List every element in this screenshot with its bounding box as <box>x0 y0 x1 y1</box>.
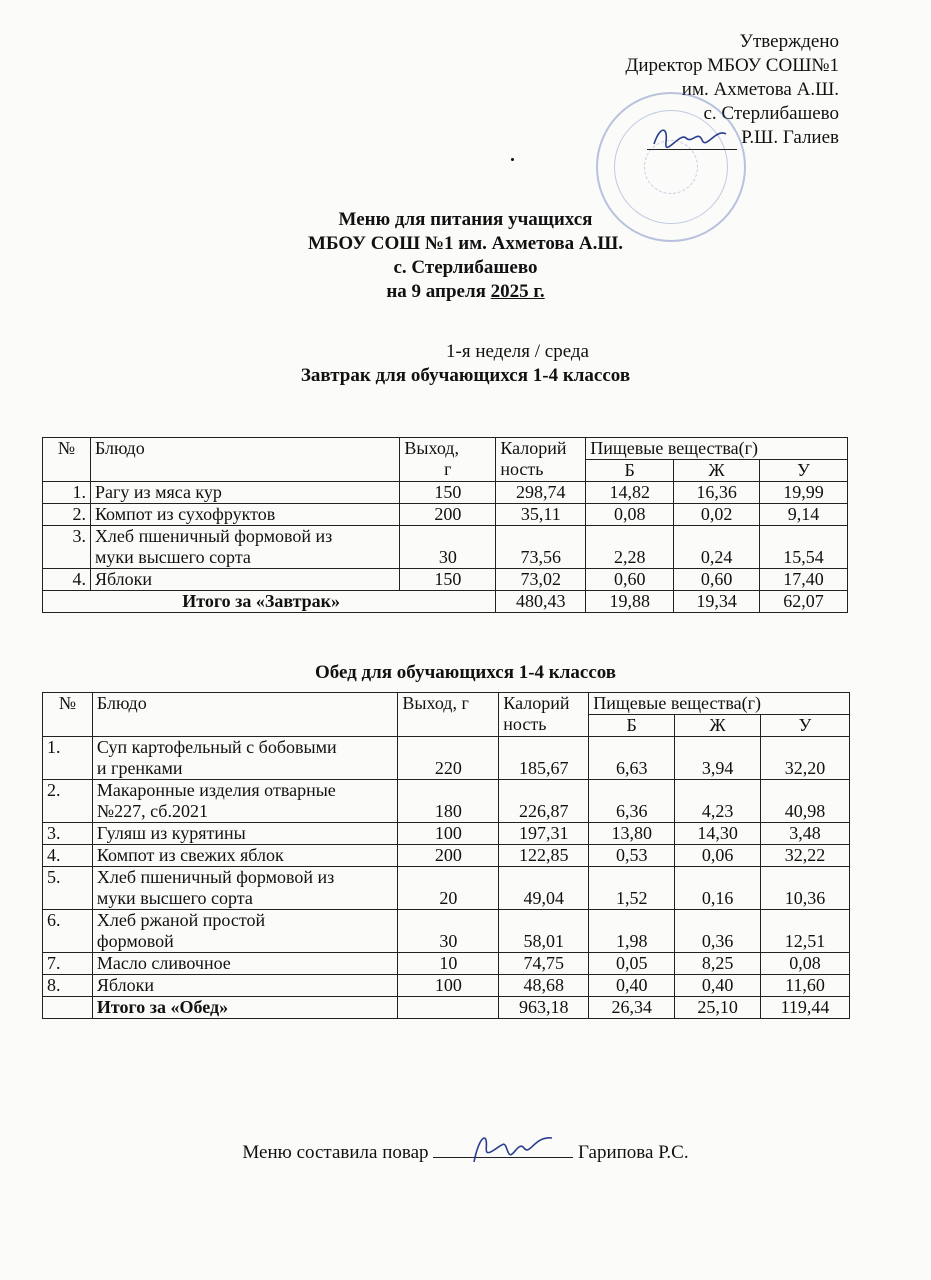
total-zh: 25,10 <box>675 997 761 1019</box>
row-u: 17,40 <box>760 569 848 591</box>
row-yield: 100 <box>398 975 499 997</box>
col-cal <box>499 693 589 737</box>
table-row <box>43 823 850 845</box>
approval-line-3: им. Ахметова А.Ш. <box>681 79 839 100</box>
row-num: 7. <box>43 953 93 975</box>
table-row <box>43 482 848 504</box>
col-dish: Блюдо <box>92 693 397 737</box>
col-yield: Выход, г <box>398 693 499 737</box>
breakfast-heading: Завтрак для обучающихся 1-4 классов <box>300 365 631 386</box>
lunch-table <box>42 692 850 1019</box>
row-cal: 298,74 <box>496 482 586 504</box>
row-num: 2. <box>43 504 91 526</box>
row-b: 0,05 <box>589 953 675 975</box>
row-dish-b: муки высшего сорта <box>96 888 253 908</box>
row-u: 11,60 <box>761 975 850 997</box>
row-dish: Компот из сухофруктов <box>90 504 399 526</box>
row-yield: 200 <box>400 504 496 526</box>
row-cal: 49,04 <box>499 867 589 910</box>
col-num: № <box>43 438 91 482</box>
col-cal-b: ность <box>500 459 544 479</box>
col-dish: Блюдо <box>90 438 399 482</box>
col-yield <box>400 438 496 482</box>
row-num: 3. <box>43 526 91 569</box>
row-b: 0,60 <box>586 569 674 591</box>
table-row <box>43 780 850 823</box>
row-u: 19,99 <box>760 482 848 504</box>
signer-name: Р.Ш. Галиев <box>741 127 839 148</box>
row-num: 6. <box>43 910 93 953</box>
total-b: 19,88 <box>586 591 674 613</box>
lunch-heading: Обед для обучающихся 1-4 классов <box>314 662 617 683</box>
table-row <box>43 569 848 591</box>
row-zh: 0,24 <box>674 526 760 569</box>
total-empty <box>43 997 93 1019</box>
row-b: 0,08 <box>586 504 674 526</box>
row-zh: 0,60 <box>674 569 760 591</box>
row-b: 6,36 <box>589 780 675 823</box>
director-signature <box>650 122 730 152</box>
total-row <box>43 591 848 613</box>
row-num: 8. <box>43 975 93 997</box>
row-dish <box>92 737 397 780</box>
row-u: 40,98 <box>761 780 850 823</box>
row-zh: 0,02 <box>674 504 760 526</box>
table-row <box>43 910 850 953</box>
table-row <box>43 845 850 867</box>
table-row <box>43 526 848 569</box>
row-u: 15,54 <box>760 526 848 569</box>
row-u: 12,51 <box>761 910 850 953</box>
col-b: Б <box>586 460 674 482</box>
total-row <box>43 997 850 1019</box>
col-cal-a: Калорий <box>500 438 567 458</box>
row-dish: Рагу из мяса кур <box>90 482 399 504</box>
total-label: Итого за «Завтрак» <box>43 591 496 613</box>
row-dish: Масло сливочное <box>92 953 397 975</box>
row-dish <box>92 910 397 953</box>
row-cal: 185,67 <box>499 737 589 780</box>
row-dish <box>90 526 399 569</box>
row-num: 4. <box>43 569 91 591</box>
ink-dot <box>511 158 514 161</box>
row-zh: 4,23 <box>675 780 761 823</box>
row-u: 3,48 <box>761 823 850 845</box>
row-yield: 220 <box>398 737 499 780</box>
total-zh: 19,34 <box>674 591 760 613</box>
row-cal: 58,01 <box>499 910 589 953</box>
row-cal: 122,85 <box>499 845 589 867</box>
row-yield: 30 <box>398 910 499 953</box>
row-b: 0,40 <box>589 975 675 997</box>
row-dish: Яблоки <box>92 975 397 997</box>
row-u: 32,22 <box>761 845 850 867</box>
row-cal: 35,11 <box>496 504 586 526</box>
row-yield: 20 <box>398 867 499 910</box>
col-b: Б <box>589 715 675 737</box>
total-empty <box>398 997 499 1019</box>
col-zh: Ж <box>675 715 761 737</box>
table-row <box>43 975 850 997</box>
approval-line-1: Утверждено <box>739 31 839 52</box>
row-zh: 14,30 <box>675 823 761 845</box>
col-nutrients: Пищевые вещества(г) <box>589 693 850 715</box>
row-b: 1,52 <box>589 867 675 910</box>
row-dish-a: Хлеб пшеничный формовой из <box>94 526 333 546</box>
col-cal-b: ность <box>503 714 547 734</box>
row-dish-a: Хлеб пшеничный формовой из <box>96 867 335 887</box>
col-u: У <box>761 715 850 737</box>
title-line-2: МБОУ СОШ №1 им. Ахметова А.Ш. <box>308 233 623 254</box>
row-num: 1. <box>43 737 93 780</box>
total-b: 26,34 <box>589 997 675 1019</box>
row-num: 4. <box>43 845 93 867</box>
row-zh: 8,25 <box>675 953 761 975</box>
row-cal: 74,75 <box>499 953 589 975</box>
row-dish-b: и гренками <box>96 758 183 778</box>
table-row <box>43 504 848 526</box>
row-yield: 10 <box>398 953 499 975</box>
approval-line-2: Директор МБОУ СОШ№1 <box>625 55 839 76</box>
col-u: У <box>760 460 848 482</box>
title-line-1: Меню для питания учащихся <box>338 209 593 230</box>
cook-signature <box>464 1132 559 1166</box>
table-row <box>43 953 850 975</box>
row-yield: 200 <box>398 845 499 867</box>
col-cal <box>496 438 586 482</box>
row-dish: Гуляш из курятины <box>92 823 397 845</box>
title-line-3: с. Стерлибашево <box>393 257 538 278</box>
table-row <box>43 867 850 910</box>
row-u: 9,14 <box>760 504 848 526</box>
approval-line-4: с. Стерлибашево <box>703 103 839 124</box>
row-b: 1,98 <box>589 910 675 953</box>
row-u: 0,08 <box>761 953 850 975</box>
row-yield: 100 <box>398 823 499 845</box>
table-row <box>43 737 850 780</box>
row-zh: 3,94 <box>675 737 761 780</box>
total-u: 119,44 <box>761 997 850 1019</box>
row-yield: 30 <box>400 526 496 569</box>
row-dish-a: Хлеб ржаной простой <box>96 910 266 930</box>
row-u: 10,36 <box>761 867 850 910</box>
row-cal: 73,02 <box>496 569 586 591</box>
row-cal: 48,68 <box>499 975 589 997</box>
row-dish <box>92 867 397 910</box>
total-cal: 480,43 <box>496 591 586 613</box>
row-dish: Компот из свежих яблок <box>92 845 397 867</box>
col-zh: Ж <box>674 460 760 482</box>
row-dish <box>92 780 397 823</box>
row-b: 0,53 <box>589 845 675 867</box>
row-yield: 150 <box>400 482 496 504</box>
row-zh: 0,16 <box>675 867 761 910</box>
row-zh: 16,36 <box>674 482 760 504</box>
row-num: 1. <box>43 482 91 504</box>
col-cal-a: Калорий <box>503 693 570 713</box>
row-dish: Яблоки <box>90 569 399 591</box>
row-num: 2. <box>43 780 93 823</box>
breakfast-table <box>42 437 848 613</box>
footer-prefix: Меню составила повар <box>242 1142 429 1163</box>
row-zh: 0,06 <box>675 845 761 867</box>
document-title <box>0 208 931 304</box>
row-yield: 150 <box>400 569 496 591</box>
cook-name: Гарипова Р.С. <box>578 1142 689 1163</box>
title-date-prefix: на 9 апреля <box>386 281 491 302</box>
total-cal: 963,18 <box>499 997 589 1019</box>
row-u: 32,20 <box>761 737 850 780</box>
row-b: 14,82 <box>586 482 674 504</box>
col-yield-a: Выход, <box>404 438 459 458</box>
col-yield-b: г <box>444 459 452 479</box>
row-num: 3. <box>43 823 93 845</box>
row-zh: 0,36 <box>675 910 761 953</box>
row-cal: 73,56 <box>496 526 586 569</box>
title-date-year: 2025 г. <box>490 281 545 302</box>
row-b: 13,80 <box>589 823 675 845</box>
week-section <box>0 340 931 388</box>
row-b: 2,28 <box>586 526 674 569</box>
col-num: № <box>43 693 93 737</box>
row-num: 5. <box>43 867 93 910</box>
col-nutrients: Пищевые вещества(г) <box>586 438 848 460</box>
row-yield: 180 <box>398 780 499 823</box>
row-dish-a: Макаронные изделия отварные <box>96 780 336 800</box>
row-cal: 197,31 <box>499 823 589 845</box>
row-dish-b: формовой <box>96 931 174 951</box>
row-dish-a: Суп картофельный с бобовыми <box>96 737 337 757</box>
row-cal: 226,87 <box>499 780 589 823</box>
row-zh: 0,40 <box>675 975 761 997</box>
total-label: Итого за «Обед» <box>92 997 397 1019</box>
row-dish-b: муки высшего сорта <box>94 547 251 567</box>
row-b: 6,63 <box>589 737 675 780</box>
row-dish-b: №227, сб.2021 <box>96 801 208 821</box>
week-label: 1-я неделя / среда <box>446 341 589 362</box>
total-u: 62,07 <box>760 591 848 613</box>
title-date <box>0 280 931 304</box>
